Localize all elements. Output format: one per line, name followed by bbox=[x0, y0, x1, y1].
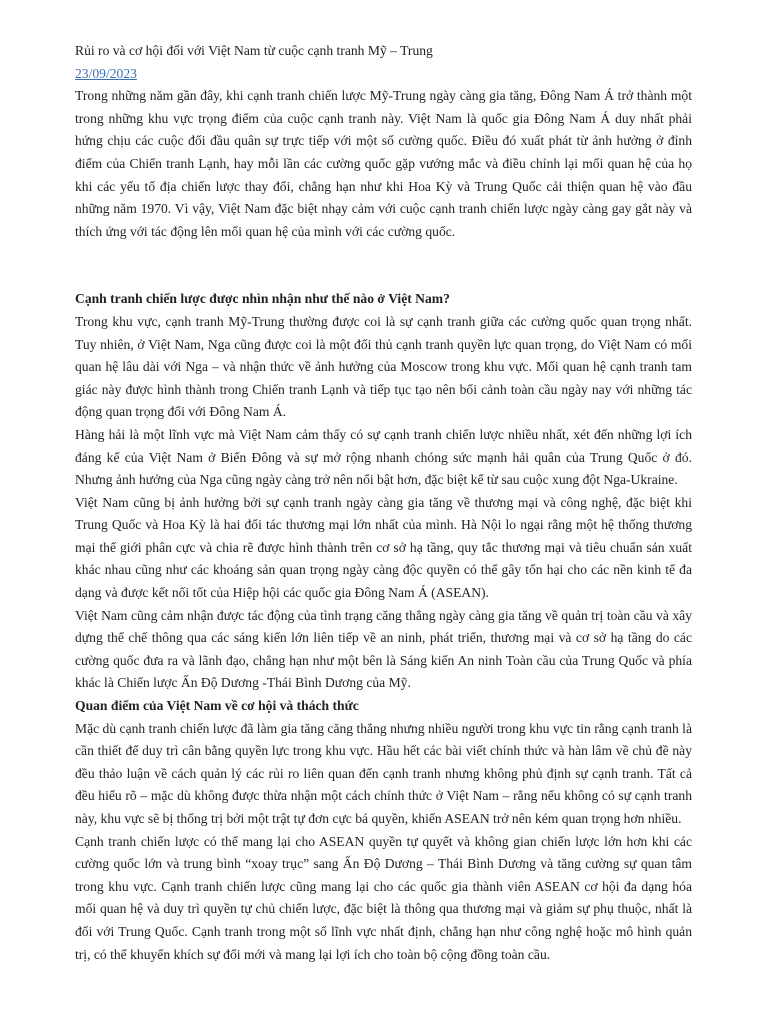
section1-heading: Cạnh tranh chiến lược được nhìn nhận như thế nào ở Việt Nam? bbox=[75, 291, 450, 307]
section-spacer bbox=[75, 243, 692, 288]
section1-paragraph-4: Việt Nam cũng cảm nhận được tác động của tình trạng căng thẳng ngày càng gia tăng về quản trị toàn cầu và xây dựng thể chế thông qua các sáng kiến lớn liên tiếp về an ninh, phát triển, thương mại và cơ sở hạ tầng do các cường quốc đưa ra và lãnh đạo, chẳng hạn như một bên là Sáng kiến An ninh Toàn cầu của Trung Quốc và phía khác là Chiến lược Ấn Độ Dương -Thái Bình Dương của Mỹ. bbox=[75, 607, 692, 691]
intro-paragraph: Trong những năm gần đây, khi cạnh tranh chiến lược Mỹ-Trung ngày càng gia tăng, Đông Nam Á trở thành một trong những khu vực trọng điểm của cuộc cạnh tranh này. Việt Nam là quốc gia Đông Nam Á duy nhất phải hứng chịu các cuộc đối đầu quân sự trực tiếp với một số cường quốc. Điều đó xuất phát từ ảnh hưởng ở đỉnh điểm của Chiến tranh Lạnh, hay mỗi lần các cường quốc gặp vướng mắc và điều chỉnh lại mối quan hệ của họ khi các yếu tố địa chiến lược thay đổi, chẳng hạn như khi Hoa Kỳ và Trung Quốc cải thiện quan hệ vào đầu những năm 1970. Vì vậy, Việt Nam đặc biệt nhạy cảm với cuộc cạnh tranh chiến lược ngày càng gay gắt này và thích ứng với tác động lên mối quan hệ của mình với các cường quốc. bbox=[75, 88, 692, 239]
section1-paragraph-2: Hàng hải là một lĩnh vực mà Việt Nam cảm thấy có sự cạnh tranh chiến lược nhiều nhất, xét đến những lợi ích đáng kể của Việt Nam ở Biển Đông và sự mở rộng nhanh chóng sức mạnh hải quân của Trung Quốc ở đó. Nhưng ảnh hưởng của Nga cũng ngày càng trở nên nổi bật hơn, đặc biệt kể từ sau cuộc xung đột Nga-Ukraine. bbox=[75, 426, 692, 488]
section2-paragraph-1: Mặc dù cạnh tranh chiến lược đã làm gia tăng căng thẳng nhưng nhiều người trong khu vực tin rằng cạnh tranh là cần thiết để duy trì cân bằng quyền lực trong khu vực. Hầu hết các bài viết chính thức và hàn lâm về chủ đề này đều thảo luận về cách quản lý các rủi ro liên quan đến cạnh tranh nhưng không phủ định sự cạnh tranh. Tất cả đều hiểu rõ – mặc dù không được thừa nhận một cách chính thức ở Việt Nam – rằng nếu không có sự cạnh tranh này, khu vực sẽ bị thống trị bởi một trật tự đơn cực bá quyền, khiến ASEAN trở nên kém quan trọng hơn nhiều. bbox=[75, 720, 692, 826]
article bbox=[75, 40, 692, 966]
section1-paragraph-3: Việt Nam cũng bị ảnh hưởng bởi sự cạnh tranh ngày càng gia tăng về thương mại và công nghệ, đặc biệt khi Trung Quốc và Hoa Kỳ là hai đối tác thương mại lớn nhất của mình. Hà Nội lo ngại rằng một hệ thống thương mại thế giới phân cực và chia rẽ được hình thành trên cơ sở hạ tầng, quy tắc thương mại và tiêu chuẩn sản xuất khác nhau cũng như các khoáng sản quan trọng ngày càng độc quyền có thể gây tổn hại cho các nền kinh tế đa dạng và được kết nối tốt của Hiệp hội các quốc gia Đông Nam Á (ASEAN). bbox=[75, 494, 692, 601]
section2-paragraph-2: Cạnh tranh chiến lược có thể mang lại cho ASEAN quyền tự quyết và không gian chiến lược lớn hơn khi các cường quốc lớn và trung bình “xoay trục” sang Ấn Độ Dương – Thái Bình Dương và tăng cường sự quan tâm trong khu vực. Cạnh tranh chiến lược cũng mang lại cho các quốc gia thành viên ASEAN cơ hội đa dạng hóa mối quan hệ và duy trì quyền tự chủ chiến lược, đặc biệt là thông qua thương mại và giảm sự phụ thuộc, nhất là đối với Trung Quốc. Cạnh tranh trong một số lĩnh vực nhất định, chẳng hạn như công nghệ hoặc mô hình quản trị, có thể khuyến khích sự đổi mới và mang lại lợi ích cho toàn bộ cộng đồng toàn cầu. bbox=[75, 833, 692, 962]
article-title: Rủi ro và cơ hội đối với Việt Nam từ cuộc cạnh tranh Mỹ – Trung bbox=[75, 43, 433, 58]
section1-paragraph-1: Trong khu vực, cạnh tranh Mỹ-Trung thường được coi là sự cạnh tranh giữa các cường quốc quan trọng nhất. Tuy nhiên, ở Việt Nam, Nga cũng được coi là một đối thủ cạnh tranh quyền lực quan trọng, do Việt Nam có mối quan hệ lâu dài với Nga – và nhận thức về ảnh hưởng của Moscow trong khu vực. Mối quan hệ cạnh tranh tam giác này được hình thành trong Chiến tranh Lạnh và tiếp tục tạo nên bối cảnh toàn cầu ngày nay với những tác động quan trọng đối với Đông Nam Á. bbox=[75, 313, 692, 420]
article-date-link[interactable]: 23/09/2023 bbox=[75, 65, 137, 81]
section2-heading: Quan điểm của Việt Nam về cơ hội và thách thức bbox=[75, 698, 359, 714]
